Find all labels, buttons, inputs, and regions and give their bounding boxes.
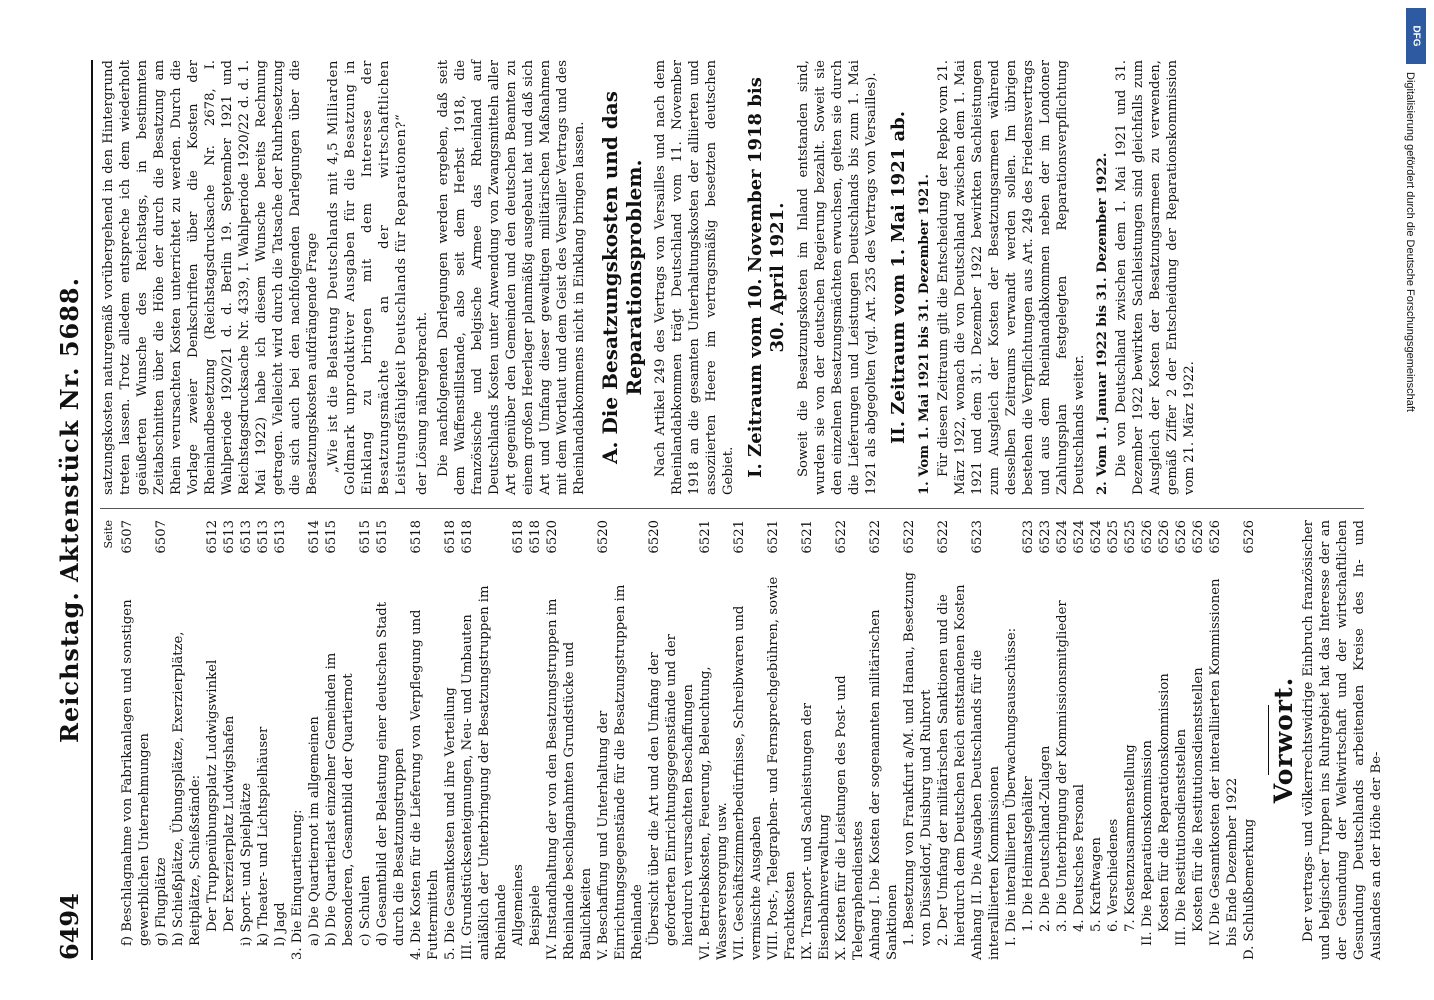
toc-entry [1122,520,1139,960]
toc-entry-label: II. Die Reparationskommission [1140,740,1155,946]
toc-entry-page: 6526 [1242,520,1257,554]
toc-entry-label: 7. Kostenzusammenstellung [1123,744,1138,932]
toc-entry-page: 6523 [1038,520,1053,554]
toc-entry-page: 6524 [1072,520,1087,554]
left-column [100,520,1384,960]
toc-entry [799,520,833,960]
toc-entry-label: l) Jagd [273,902,288,946]
toc-entry-page [289,520,306,566]
funding-note: Digitalisierung gefördert durch die Deutsche Forschungsgemeinschaft [1404,72,1416,412]
toc-entry [731,520,765,960]
toc-entry-label: 2. Der Umfang der militärischen Sanktionen und die hierdurch dem Deutschen Reich entstandenen Kosten [936,584,968,946]
body-paragraph: Nach Artikel 249 des Vertrags von Versailles und nach dem Rheinlandabkommen trägt Deutschland vom 11. November 1918 an die gesamten Unterhaltungskosten der alliierten und assoziierten Heere im vertragsmäßig besetzten deutschen Gebiet. [653,60,736,495]
toc-entry-label: Kosten für die Reparationskommission [1157,673,1172,932]
toc-entry-label: IX. Transport- und Sachleistungen der Eisenbahnverwaltung [800,702,832,960]
toc-entry-page: 6526 [1208,520,1223,554]
toc-entry-page: 6521 [766,520,781,554]
toc-entry [1088,520,1105,960]
toc-entry-label: VIII. Post-, Telegraphen- und Fernsprechgebühren, sowie Frachtkosten [766,576,798,960]
toc-entry-page: 6526 [1140,520,1155,554]
toc-entry [1071,520,1088,960]
toc-entry-label: h) Schießplätze, Übungsplätze, Exerzierplätze, Reitplätze, Schießstände: [171,631,203,946]
toc-entry [204,520,221,960]
toc-entry [969,520,1003,960]
toc-entry [153,520,170,960]
toc-entry-label: IV. Die Gesamtkosten der interalliierten Kommissionen bis Ende Dezember 1922 [1208,578,1240,946]
toc-entry-page: 6518 [511,520,526,554]
subsection-heading: 1. Vom 1. Mai 1921 bis 31. Dezember 1921. [917,174,932,495]
toc-entry-label: 4. Die Kosten für die Lieferung von Verpflegung und Futtermitteln [409,609,441,960]
body-paragraph: Die von Deutschland zwischen dem 1. Mai 1921 und 31. Dezember 1922 bewirkten Sachleistungen sind gleichfalls zum Ausgleich der Kosten der Besatzungsarmeen zu verwenden, gemäß Ziffer 2 der Entscheidung der Reparationskommission vom 21. März 1922. [1114,60,1197,495]
toc-entry-page: 6507 [154,520,169,554]
toc-entry-label: D. Schlußbemerkung [1242,818,1257,960]
toc-entry [697,520,731,960]
toc-entry-page: 6507 [120,520,135,554]
toc-entry-page: 6522 [868,520,883,554]
toc-entry-label: Der Truppenübungsplatz Ludwigswinkel [205,659,220,932]
toc-entry [170,520,204,960]
toc-entry-page: 6523 [970,520,985,554]
column-divider [100,508,1364,509]
toc-entry-page: 6521 [698,520,713,554]
toc-entry-label: Beispiele [528,885,543,946]
toc-entry-page: 6518 [528,520,543,554]
body-paragraph: Soweit die Besatzungskosten im Inland entstanden sind, wurden sie von der deutschen Regierung bezahlt. Soweit sie den einzelnen Besatzungsmächten erwuchsen, gelten sie durch die Lieferungen und Leistungen Deutschlands bis zum 1. Mai 1921 als abgegolten (vgl. Art. 235 des Vertrags von Versailles). [796,60,879,495]
vorwort-heading: Vorwort. [1269,676,1298,804]
toc-entry-page: 6514 [307,520,322,554]
toc-entry [221,520,238,960]
funding-sidebar [1404,8,1428,992]
toc-entry [901,520,935,960]
toc-entry-page: 6523 [1021,520,1036,554]
body-paragraph: Die nachfolgenden Darlegungen werden ergeben, daß seit dem Waffenstillstande, also seit dem Herbst 1918, die französische und belgische Armee das Rheinland auf Deutschlands Kosten unter Anwendung von Zwangsmitteln aller Art gegenüber den Gemeinden und den deutschen Beamten zu einem großen Heerlager planmäßig ausgebaut hat und daß sich Art und Umfang dieser gewaltigen militärischen Maßnahmen mit dem Wortlaut und dem Geist des Versailler Vertrags und des Rheinlandabkommens nicht in Einklang bringen lassen. [436,60,587,495]
toc-entry-page: 6522 [902,520,917,554]
toc-entry [1054,520,1071,960]
toc-entry [765,520,799,960]
toc-entry-label: 6. Verschiedenes [1106,818,1121,932]
toc-entry-label: 1. Besetzung von Frankfurt a/M. und Hanau, Besetzung von Düsseldorf, Duisburg und Ruhrort [902,572,934,946]
toc-entry-page: 6513 [239,520,254,554]
toc-entry [1020,520,1037,960]
toc-entry-label: 5. Kraftwagen [1089,837,1104,932]
toc-entry-label: g) Flugplätze [154,857,169,946]
toc-entry-page: 6526 [1157,520,1172,554]
toc-entry-label: d) Gesamtbild der Belastung einer deutschen Stadt durch die Besatzungstruppen [375,602,407,946]
toc-entry-label: III. Grundstücksenteignungen, Neu- und Umbauten anläßlich der Unterbringung der Besatzungstruppen im Rheinlande [460,585,509,960]
toc-entry-label: Übersicht über die Art und den Umfang der geforderten Einrichtungsgegenstände und der hierdurch verursachten Beschaffungen [647,634,696,946]
toc-entry [510,520,527,960]
toc-entry [442,520,459,960]
toc-entry-page: 6518 [443,520,458,554]
toc-entry-page: 6518 [409,520,424,554]
toc-entry [1190,520,1207,960]
toc-entry-page: 6518 [460,520,475,554]
toc-entry [1207,520,1241,960]
toc-entry-label: 3. Die Unterbringung der Kommissionsmitglieder [1055,600,1070,932]
toc-entry-page: 6512 [205,520,220,554]
toc-entry-label: Kosten für die Restitutionsdienststellen [1191,667,1206,932]
toc-entry-label: 4. Deutsches Personal [1072,783,1087,932]
toc-entry-page: 6522 [936,520,951,554]
table-of-contents [119,520,1258,960]
toc-entry-page: 6520 [545,520,560,554]
toc-entry [595,520,646,960]
toc-entry-page: 6515 [324,520,339,554]
toc-entry-label: 5. Die Gesamtkosten und ihre Verteilung [443,687,458,960]
toc-entry-page: 6525 [1123,520,1138,554]
header-rule [91,60,93,960]
toc-entry-label: 3. Die Einquartierung: [290,809,305,960]
toc-entry-label: IV. Instandhaltung der von den Besatzungstruppen im Rheinlande beschlagnahmten Grundstücke und Baulichkeiten [545,598,594,960]
toc-entry-page: 6524 [1055,520,1070,554]
toc-entry-page: 6520 [647,520,662,554]
toc-entry-label: 1. Die Heimatsgehälter [1021,776,1036,932]
toc-entry-page: 6515 [375,520,390,554]
toc-entry-label: 2. Die Deutschland-Zulagen [1038,745,1053,932]
toc-entry-page: 6524 [1089,520,1104,554]
toc-entry [306,520,323,960]
toc-entry [1156,520,1173,960]
quote-paragraph: „Wie ist die Belastung Deutschlands mit 4,5 Milliarden Goldmark unproduktiver Ausgaben für die Besatzung in Einklang zu bringen mit dem Interesse der Besatzungsmächte an der wirtschaftlichen Leistungsfähigkeit Deutschlands für Reparationen?“ [326,60,409,495]
toc-entry [1173,520,1190,960]
toc-entry-label: Allgemeines [511,864,526,946]
toc-entry-label: I. Die interalliierten Überwachungsausschüsse: [1004,627,1019,946]
toc-entry-page: 6525 [1106,520,1121,554]
toc-entry [323,520,357,960]
toc-entry-label: X. Kosten für die Leistungen des Post- und Telegraphendienstes [834,675,866,960]
toc-entry-page: 6513 [273,520,288,554]
toc-entry-label: V. Beschaffung und Unterhaltung der Einrichtungsgegenstände für die Besatzungstruppen im Rheinlande [596,584,645,960]
toc-entry-label: c) Schulen [358,875,373,946]
body-paragraph: der Lösung nähergebracht. [415,311,430,495]
toc-entry-page [1003,520,1020,566]
toc-entry-page: 6513 [222,520,237,554]
page-number: 6494 [55,893,84,960]
toc-entry-label: k) Theater- und Lichtspielhäuser [256,726,271,946]
section-heading-a: A. Die Besatzungskosten und das Reparationsproblem. [598,91,646,464]
toc-entry-label: Der Exerzierplatz Ludwigshafen [222,715,237,932]
body-paragraph: satzungskosten naturgemäß vorübergehend in den Hintergrund treten lassen. Trotz alledem entspreche ich dem wiederholt geäußerten Wunsche des Reichstags, in bestimmten Zeitabschnitten über die Höhe der durch die Besatzung am Rhein verursachten Kosten unterrichtet zu werden. Durch die Vorlage zweier Denkschriften über die Kosten der Rheinlandbesetzung (Reichstagsdrucksache Nr. 2678, I. Wahlperiode 1920/21 d. d. Berlin 19. September 1921 und Reichstagsdrucksache Nr. 4339, I. Wahlperiode 1920/22 d. d. 1. Mai 1922) habe ich diesem Wunsche bereits Rechnung getragen. Vielleicht wird durch die Tatsache der Ruhrbesetzung die sich auch bei den nachfolgenden Darlegungen über die Besatzungskosten aufdrängende Frage [101,60,320,495]
toc-entry [289,520,306,960]
toc-entry [527,520,544,960]
toc-entry [459,520,510,960]
body-paragraph: Für diesen Zeitraum gilt die Entscheidung der Repko vom 21. März 1922, wonach die von Deutschland zwischen dem 1. Mai 1921 und dem 31. Dezember 1922 bewirkten Sachleistungen zum Ausgleich der Kosten der Besatzungsarmeen während desselben Zeitraums verwandt werden sollen. Im übrigen bestehen die Verpflichtungen aus Art. 249 des Friedensvertrags und aus dem Rheinlandabkommen neben der im Londoner Zahlungsplan festgelegten Reparationsverpflichtung Deutschlands weiter. [936,60,1087,495]
dfg-logo: DFG [1406,8,1426,64]
toc-entry-page: 6526 [1191,520,1206,554]
page-title: Reichstag. Aktenstück Nr. 5688. [55,277,84,743]
toc-entry-page: 6521 [732,520,747,554]
toc-entry [544,520,595,960]
toc-entry-label: b) Die Quartierlast einzelner Gemeinden im besonderen, Gesamtbild der Quartiernot [324,652,356,946]
toc-entry-label: III. Die Restitutionsdienststellen [1174,729,1189,946]
toc-entry-label: VII. Geschäftszimmerbedürfnisse, Schreibwaren und vermischte Ausgaben [732,605,764,960]
section-heading-i: I. Zeitraum vom 10. November 1918 bis 30. April 1921. [745,77,788,478]
toc-entry [119,520,153,960]
toc-entry-label: Anhang II. Die Ausgaben Deutschlands für die interalliierten Kommissionen [970,649,1002,960]
toc-entry-label: f) Beschlagnahme von Fabrikanlagen und sonstigen gewerblichen Unternehmungen [120,599,152,946]
toc-entry-page: 6513 [256,520,271,554]
toc-entry [408,520,442,960]
toc-entry [238,520,255,960]
toc-entry [272,520,289,960]
toc-entry-label: VI. Betriebskosten, Feuerung, Beleuchtung, Wasserversorgung usw. [698,666,730,960]
toc-entry-label: a) Die Quartiernot im allgemeinen [307,716,322,946]
toc-entry-page: 6515 [358,520,373,554]
page-header [55,60,95,960]
subsection-heading: 2. Vom 1. Januar 1922 bis 31. Dezember 1922. [1095,152,1110,495]
toc-entry-page: 6522 [834,520,849,554]
toc-entry [867,520,901,960]
toc-entry [1037,520,1054,960]
toc-entry [646,520,697,960]
toc-entry [374,520,408,960]
toc-column-label: Seite [102,520,115,549]
toc-entry [255,520,272,960]
toc-entry-page: 6520 [596,520,611,554]
toc-entry-label: Anhang I. Die Kosten der sogenannten militärischen Sanktionen [868,609,900,960]
toc-entry-page: 6521 [800,520,815,554]
toc-entry [833,520,867,960]
toc-entry-label: i) Sport- und Spielplätze [239,782,254,946]
toc-entry-page [170,520,204,566]
toc-entry [1139,520,1156,960]
toc-entry [357,520,374,960]
right-column [100,60,1364,495]
section-heading-ii: II. Zeitraum vom 1. Mai 1921 ab. [888,110,909,445]
toc-entry [935,520,969,960]
vorwort-paragraph: Der vertrags- und völkerrechtswidrige Einbruch französischer und belgischer Truppen ins Ruhrgebiet hat das Interesse der an der Gesundung der Weltwirtschaft und der wirtschaftlichen Gesundung Deutschlands arbeitenden Kreise des In- und Auslandes an der Höhe der Be- [1301,520,1384,960]
toc-entry-page: 6526 [1174,520,1189,554]
toc-entry [1003,520,1020,960]
toc-entry [1241,520,1258,960]
toc-entry [1105,520,1122,960]
